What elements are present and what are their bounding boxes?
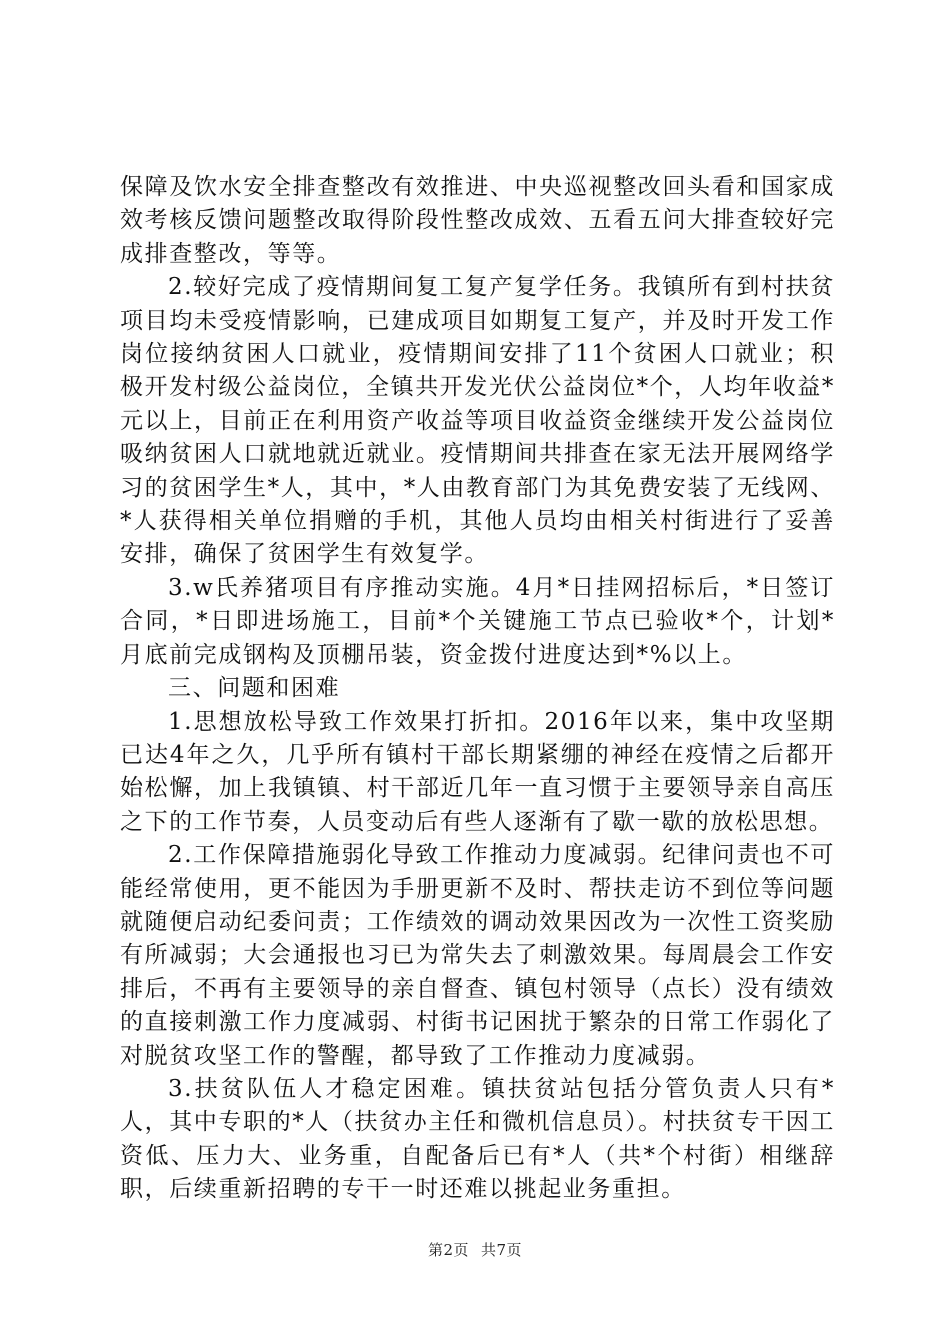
- problem-item-3: 3.扶贫队伍人才稳定困难。镇扶贫站包括分管负责人只有*人，其中专职的*人（扶贫办主任和微机信息员）。村扶贫专干因工资低、压力大、业务重，自配备后已有*人（共*个村街）相继辞职，后续重新招聘的专干一时还难以挑起业务重担。: [120, 1075, 835, 1203]
- page-number: 第2页: [427, 1241, 469, 1259]
- document-body: [120, 171, 835, 1207]
- paragraph-continuation: 保障及饮水安全排查整改有效推进、中央巡视整改回头看和国家成效考核反馈问题整改取得阶段性整改成效、五看五问大排查较好完成排查整改，等等。: [120, 174, 835, 267]
- paragraph-item-3: 3.w氏养猪项目有序推动实施。4月*日挂网招标后，*日签订合同，*日即进场施工，目前*个关键施工节点已验收*个，计划*月底前完成钢构及顶棚吊装，资金拨付进度达到*%以上。: [120, 574, 835, 668]
- problem-item-1: 1.思想放松导致工作效果打折扣。2016年以来，集中攻坚期已达4年之久，几乎所有镇村干部长期紧绷的神经在疫情之后都开始松懈，加上我镇镇、村干部近几年一直习惯于主要领导亲自高压之下的工作节奏，人员变动后有些人逐渐有了歇一歇的放松思想。: [120, 708, 835, 835]
- problem-item-2: 2.工作保障措施弱化导致工作推动力度减弱。纪律问责也不可能经常使用，更不能因为手册更新不及时、帮扶走访不到位等问题就随便启动纪委问责；工作绩效的调动效果因改为一次性工资奖励有所减弱；大会通报也习已为常失去了刺激效果。每周晨会工作安排后，不再有主要领导的亲自督查、镇包村领导（点长）没有绩效的直接刺激工作力度减弱、村街书记困扰于繁杂的日常工作弱化了对脱贫攻坚工作的警醒，都导致了工作推动力度减弱。: [120, 842, 835, 1069]
- section-heading: 三、问题和困难: [168, 675, 341, 702]
- page-footer: [0, 1239, 950, 1260]
- paragraph-item-2: 2.较好完成了疫情期间复工复产复学任务。我镇所有到村扶贫项目均未受疫情影响，已建成项目如期复工复产，并及时开发工作岗位接纳贫困人口就业，疫情期间安排了11个贫困人口就业；积极开发村级公益岗位，全镇共开发光伏公益岗位*个，人均年收益*元以上，目前正在利用资产收益等项目收益资金继续开发公益岗位吸纳贫困人口就地就近就业。疫情期间共排查在家无法开展网络学习的贫困学生*人，其中，*人由教育部门为其免费安装了无线网、*人获得相关单位捐赠的手机，其他人员均由相关村街进行了妥善安排，确保了贫困学生有效复学。: [120, 274, 835, 568]
- page-total: 共7页: [481, 1241, 523, 1259]
